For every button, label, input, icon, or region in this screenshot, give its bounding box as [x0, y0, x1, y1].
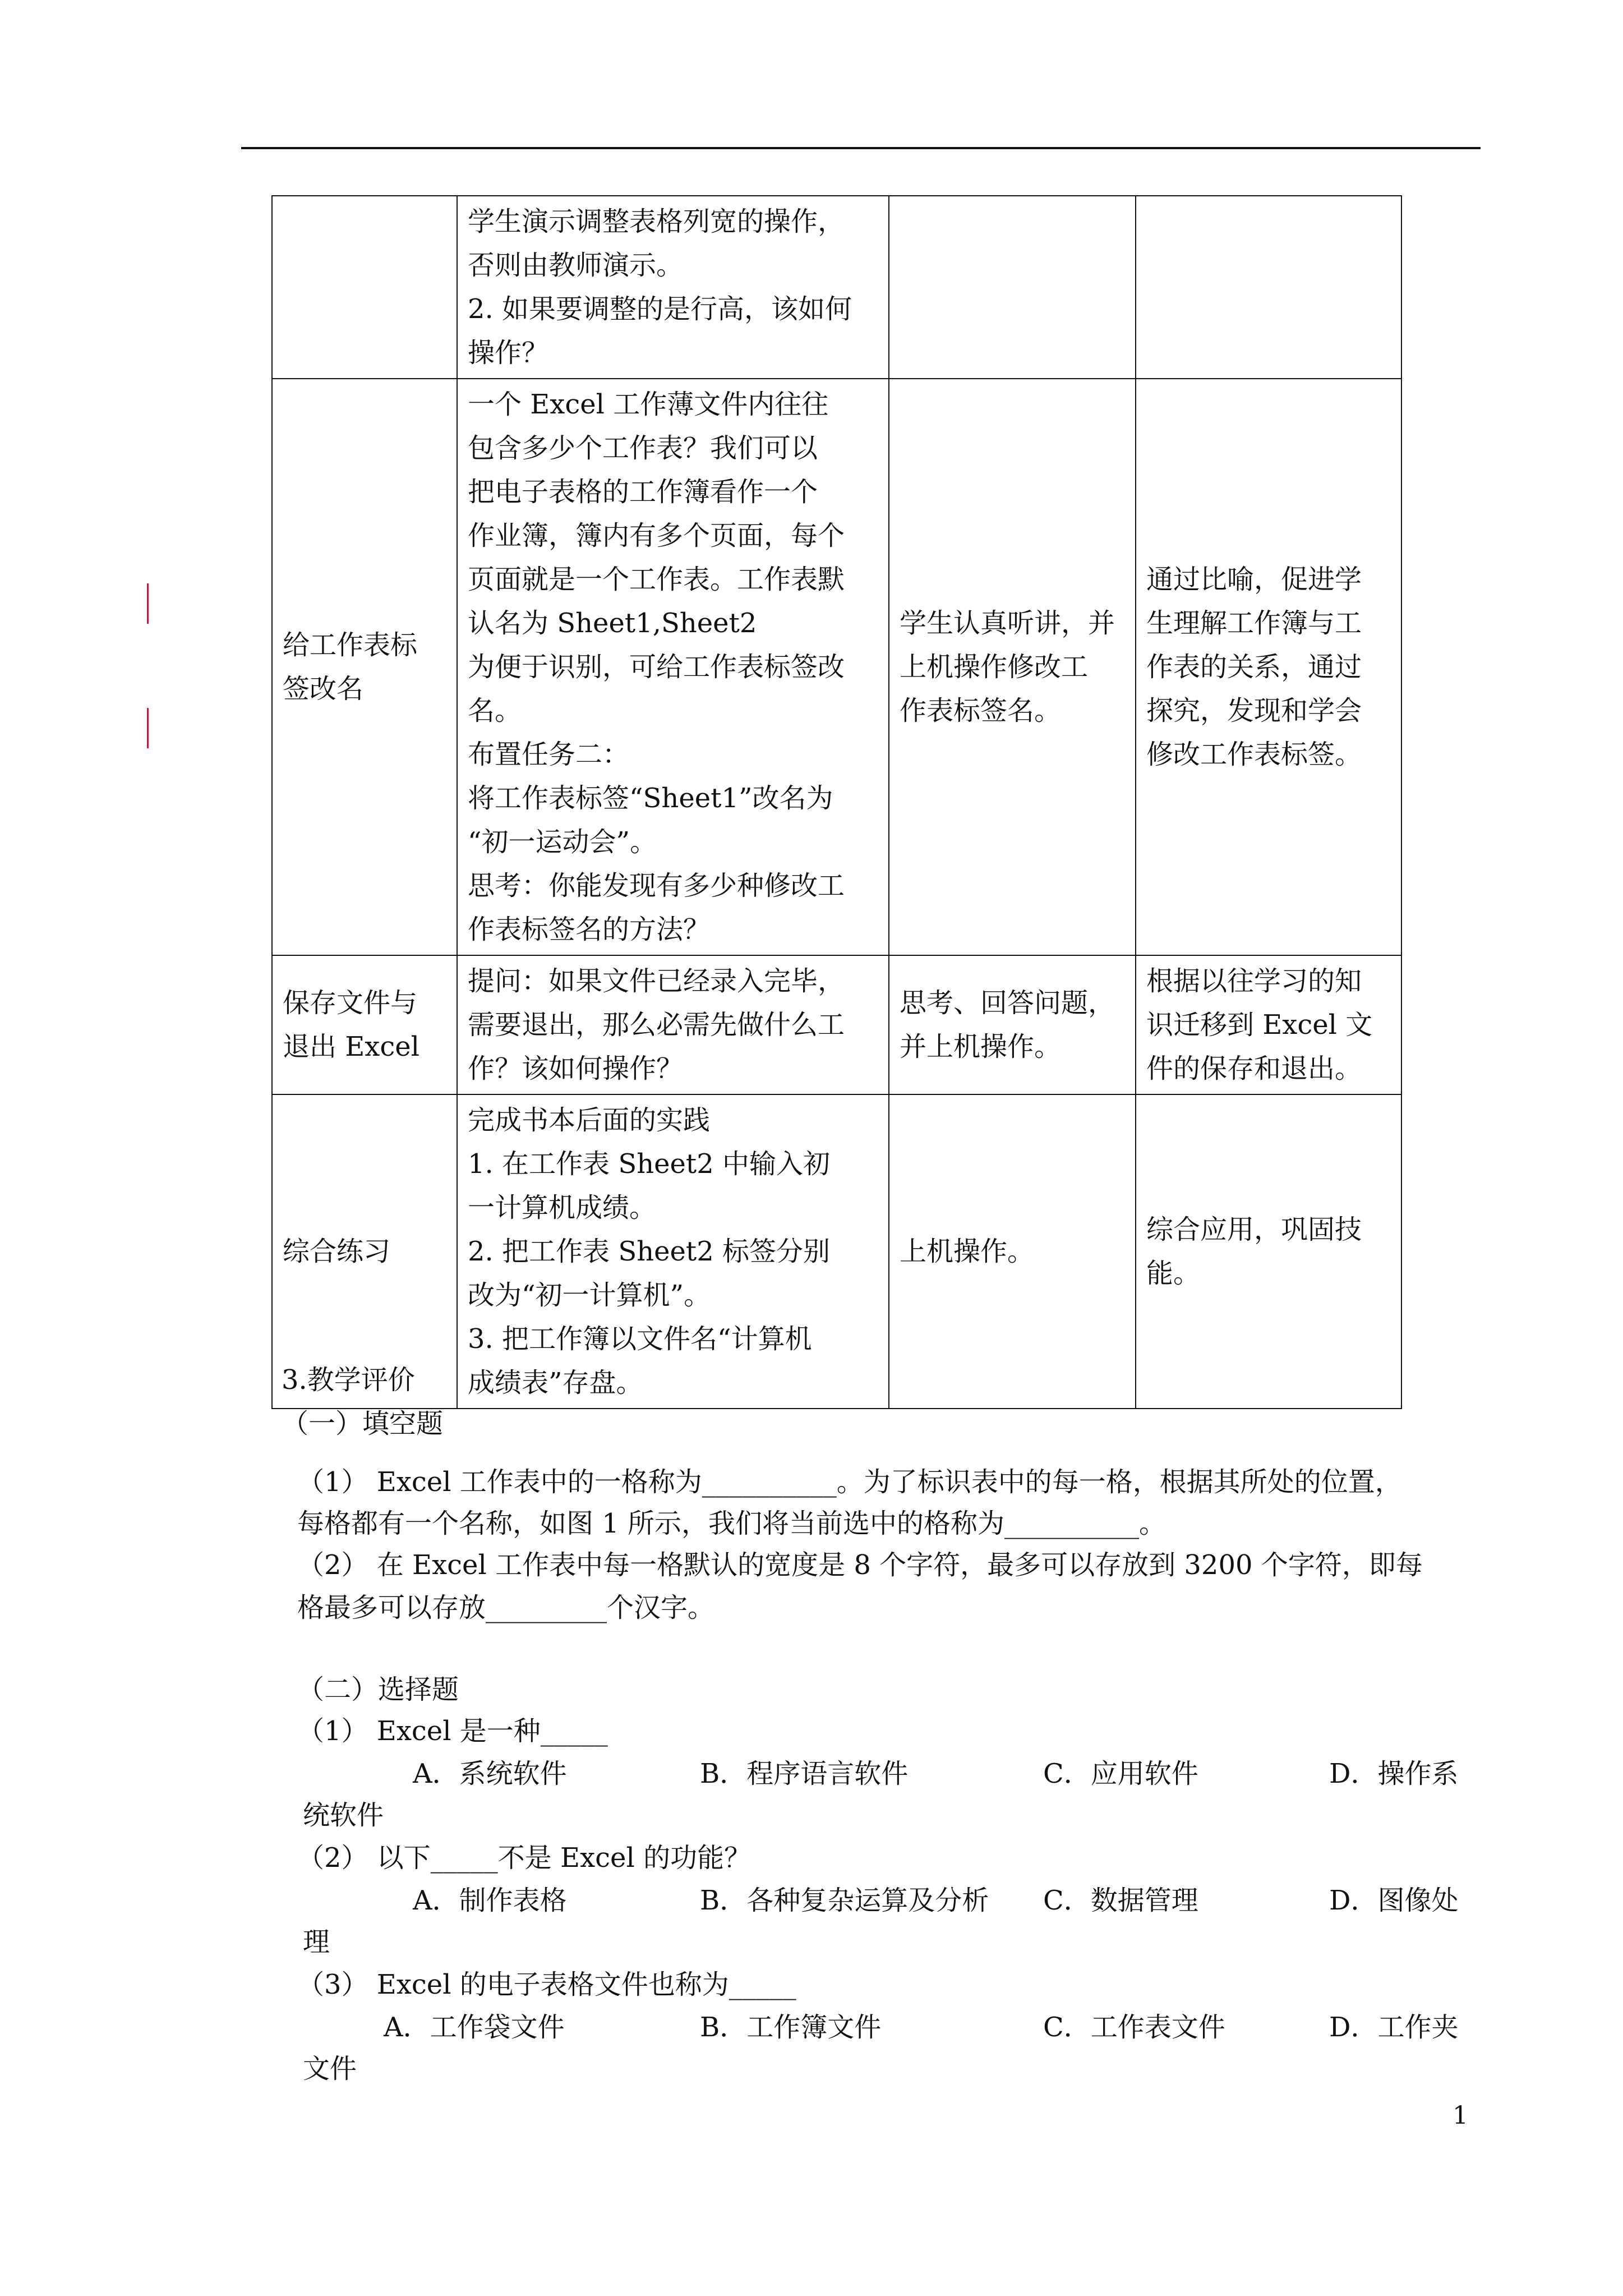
cell-line: 学生认真听讲，并	[900, 608, 1115, 639]
cell-line: 一个 Excel 工作薄文件内往往	[468, 389, 829, 420]
cell-line: 包含多少个工作表？我们可以	[468, 432, 818, 464]
intent-cell	[1136, 379, 1401, 955]
cell-line: “初一运动会”。	[468, 826, 657, 858]
teacher-cell	[457, 1094, 889, 1409]
table-row	[272, 1094, 1401, 1409]
cell-line: 综合应用，巩固技	[1146, 1214, 1362, 1245]
choice-q1-option-b: B．程序语言软件	[700, 1758, 909, 1789]
cell-line: 作业簿，簿内有多个页面，每个	[468, 520, 845, 551]
intent-cell	[1136, 955, 1401, 1094]
cell-line: 名。	[468, 695, 522, 726]
choice-q2-option-a: A．制作表格	[413, 1885, 567, 1916]
choice-q1-option-d: D．操作系	[1329, 1758, 1459, 1789]
cell-line: 把电子表格的工作簿看作一个	[468, 476, 818, 508]
cell-line: 改为“初一计算机”。	[468, 1280, 711, 1311]
student-cell	[889, 1094, 1136, 1409]
choice-q3-option-d: D．工作夹	[1329, 2012, 1459, 2043]
student-cell	[889, 196, 1136, 379]
cell-line: 保存文件与	[283, 987, 418, 1019]
cell-line: 提问：如果文件已经录入完毕，	[468, 965, 845, 997]
fill-blank-heading: （一）填空题	[282, 1408, 444, 1439]
choice-q3-stem: （3） Excel 的电子表格文件也称为_____	[297, 1969, 796, 2000]
choice-q2-option-b: B．各种复杂运算及分析	[700, 1885, 989, 1916]
fill-q2-line2: 格最多可以存放_________个汉字。	[297, 1592, 715, 1623]
cell-line: 签改名	[283, 673, 364, 705]
cell-line: 上机操作修改工	[900, 651, 1089, 683]
cell-line: 生理解工作簿与工	[1146, 608, 1362, 639]
cell-line: 成绩表”存盘。	[468, 1367, 643, 1398]
cell-line: 给工作表标	[283, 629, 418, 661]
choice-q1-option-c: C．应用软件	[1043, 1758, 1198, 1789]
page-number: 1	[1453, 2101, 1468, 2130]
revision-mark	[147, 583, 149, 624]
cell-line: 作表的关系，通过	[1146, 651, 1362, 683]
cell-line: 能。	[1146, 1258, 1201, 1289]
cell-line: 一计算机成绩。	[468, 1192, 657, 1223]
choice-q3-option-b: B．工作簿文件	[700, 2012, 882, 2043]
choice-q1-option-a: A．系统软件	[413, 1758, 567, 1789]
cell-line: 通过比喻，促进学	[1146, 564, 1362, 595]
activity-cell	[272, 196, 457, 379]
intent-cell	[1136, 196, 1401, 379]
cell-line: 为便于识别，可给工作表标签改	[468, 651, 845, 683]
student-cell	[889, 379, 1136, 955]
cell-line: 布置任务二：	[468, 739, 630, 770]
cell-line: 作表标签名。	[900, 695, 1062, 726]
cell-line: 思考：你能发现有多少种修改工	[468, 870, 845, 901]
choice-q1-wrap: 统软件	[303, 1800, 384, 1831]
cell-line: 退出 Excel	[283, 1031, 420, 1062]
cell-line: 思考、回答问题，	[900, 987, 1115, 1019]
cell-line: 将工作表标签“Sheet1”改名为	[468, 783, 833, 814]
student-cell	[889, 955, 1136, 1094]
cell-line: 上机操作。	[900, 1236, 1035, 1267]
choice-q2-wrap: 理	[303, 1926, 330, 1958]
choice-q2-stem: （2） 以下_____不是 Excel 的功能？	[297, 1842, 751, 1874]
cell-line: 否则由教师演示。	[468, 250, 684, 281]
choice-q1-stem: （1） Excel 是一种_____	[297, 1715, 608, 1747]
teacher-cell	[457, 196, 889, 379]
teacher-cell	[457, 955, 889, 1094]
activity-cell	[272, 955, 457, 1094]
fill-q2-line1: （2） 在 Excel 工作表中每一格默认的宽度是 8 个字符，最多可以存放到 3200 个字符，即每	[297, 1549, 1423, 1581]
cell-line: 识迁移到 Excel 文	[1146, 1009, 1373, 1041]
cell-line: 2. 把工作表 Sheet2 标签分别	[468, 1236, 831, 1267]
cell-line: 2. 如果要调整的是行高，该如何	[468, 293, 852, 325]
fill-q1-line2: 每格都有一个名称，如图 1 所示，我们将当前选中的格称为__________。	[297, 1508, 1166, 1539]
cell-line: 页面就是一个工作表。工作表默	[468, 564, 845, 595]
revision-mark	[147, 708, 149, 748]
cell-line: 并上机操作。	[900, 1031, 1062, 1062]
choice-heading: （二）选择题	[297, 1674, 459, 1705]
choice-q3-option-c: C．工作表文件	[1043, 2012, 1225, 2043]
cell-line: 探究，发现和学会	[1146, 695, 1362, 726]
choice-q3-wrap: 文件	[303, 2053, 357, 2085]
intent-cell	[1136, 1094, 1401, 1409]
cell-line: 操作？	[468, 337, 549, 369]
choice-q2-option-c: C．数据管理	[1043, 1885, 1198, 1916]
lesson-table	[271, 195, 1402, 1409]
header-rule	[241, 147, 1481, 149]
table-row	[272, 379, 1401, 955]
cell-line: 件的保存和退出。	[1146, 1053, 1362, 1084]
cell-line: 综合练习	[283, 1236, 391, 1267]
choice-q3-option-a: A．工作袋文件	[384, 2012, 565, 2043]
evaluation-heading: 3.教学评价	[282, 1364, 415, 1396]
activity-cell	[272, 379, 457, 955]
cell-line: 修改工作表标签。	[1146, 739, 1362, 770]
table-row	[272, 196, 1401, 379]
cell-line: 完成书本后面的实践	[468, 1105, 711, 1136]
cell-line: 作？该如何操作？	[468, 1053, 684, 1084]
fill-q1-line1: （1） Excel 工作表中的一格称为__________。为了标识表中的每一格，根据其所处的位置，	[297, 1466, 1402, 1498]
cell-line: 认名为 Sheet1,Sheet2	[468, 608, 757, 639]
cell-line: 1. 在工作表 Sheet2 中输入初	[468, 1148, 831, 1180]
cell-line: 作表标签名的方法？	[468, 914, 711, 945]
teacher-cell	[457, 379, 889, 955]
cell-line: 学生演示调整表格列宽的操作，	[468, 206, 845, 237]
table-row	[272, 955, 1401, 1094]
activity-cell	[272, 1094, 457, 1409]
cell-line: 根据以往学习的知	[1146, 965, 1362, 997]
choice-q2-option-d: D．图像处	[1329, 1885, 1459, 1916]
cell-line: 需要退出，那么必需先做什么工	[468, 1009, 845, 1041]
cell-line: 3. 把工作簿以文件名“计算机	[468, 1323, 812, 1355]
